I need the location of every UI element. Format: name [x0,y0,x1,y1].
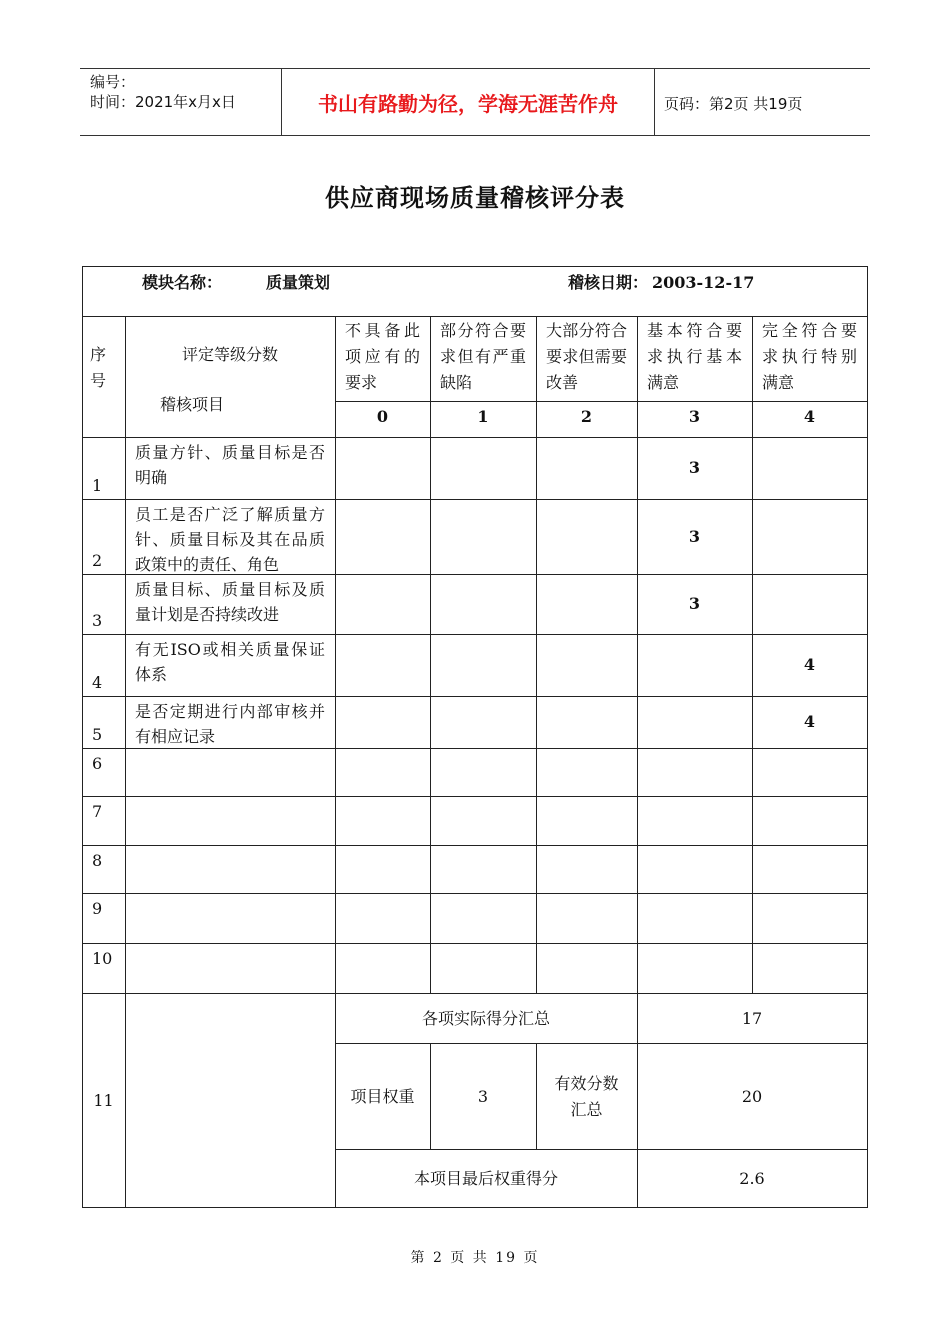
table-rule [335,893,336,943]
table-rule [752,574,753,634]
header-divider [654,68,655,136]
table-rule [430,696,431,748]
header-bottom-rule [80,135,870,136]
table-rule [752,437,753,499]
level-0-desc: 不具备此项应有的要求 [345,321,420,392]
module-name-value: 质量策划 [266,273,331,292]
table-rule [536,1043,537,1149]
effective-score-label: 有效分数汇总 [554,1074,619,1119]
audit-item-text: 有无ISO或相关质量保证体系 [135,640,325,684]
table-rule [752,845,753,893]
table-rule [752,499,753,574]
level-3-desc: 基本符合要求执行基本满意 [647,321,742,392]
table-rule [430,634,431,696]
table-rule [335,748,336,796]
table-rule [82,696,868,697]
final-weighted-score-value: 2.6 [739,1169,765,1188]
grade-header: 评定等级分数 [181,345,278,364]
table-rule [125,845,126,893]
table-rule [637,893,638,943]
table-rule [82,499,868,500]
table-rule [335,634,336,696]
total-score-value: 17 [741,1009,763,1028]
table-left-border [82,266,83,1207]
audit-date-label: 稽核日期： [568,273,649,292]
page-title: 供应商现场质量稽核评分表 [325,183,625,212]
level-2-desc: 大部分符合要求但需要改善 [546,321,627,392]
table-bottom-border [82,1207,868,1208]
table-rule [125,796,126,845]
level-1-score: 1 [477,407,489,426]
table-rule [752,943,753,993]
doc-time: 时间：2021年x月x日 [90,93,236,111]
row-score: 3 [688,526,701,546]
table-rule [335,499,336,574]
table-rule [637,748,638,796]
table-rule [82,634,868,635]
row-number: 4 [92,673,103,692]
row-number: 6 [92,754,103,773]
table-rule [536,634,537,696]
table-rule [536,893,537,943]
table-rule [430,943,431,993]
table-rule [125,316,126,437]
table-rule [82,893,868,894]
row-number: 8 [92,851,103,870]
table-rule [536,845,537,893]
audit-item-header: 稽核项目 [160,395,225,414]
table-rule [536,748,537,796]
table-rule [752,796,753,845]
row-number: 7 [92,802,103,821]
table-rule [125,634,126,696]
weight-value: 3 [477,1087,489,1106]
audit-item-text: 员工是否广泛了解质量方针、质量目标及其在品质政策中的责任、角色 [135,505,325,574]
table-rule [125,696,126,748]
table-rule [125,893,126,943]
header-top-rule [80,68,870,69]
summary-row-number: 11 [93,1091,114,1110]
audit-item-text: 质量方针、质量目标是否明确 [135,443,325,487]
table-right-border [867,266,868,1207]
table-rule [430,748,431,796]
level-2-score: 2 [580,407,593,426]
row-score: 3 [688,594,701,613]
module-name-label: 模块名称： [142,273,223,292]
table-rule [125,574,126,634]
table-rule [536,696,537,748]
table-rule [430,796,431,845]
table-rule [82,943,868,944]
table-rule [430,437,431,499]
row-number: 3 [92,611,103,630]
row-number: 9 [92,899,103,918]
table-rule [335,1043,868,1044]
row-number: 10 [92,949,113,968]
level-4-score: 4 [803,407,816,426]
page-footer: 第 2 页 共 19 页 [410,1250,540,1266]
table-rule [335,574,336,634]
audit-item-text: 是否定期进行内部审核并有相应记录 [135,702,325,746]
header-meta [90,72,236,112]
table-rule [335,943,336,993]
row-score: 4 [803,655,816,674]
table-rule [335,796,336,845]
level-3-score: 3 [688,407,701,426]
row-number: 2 [92,551,103,570]
table-rule [637,696,638,748]
table-rule [82,796,868,797]
table-rule [637,845,638,893]
table-rule [430,574,431,634]
level-4-desc: 完全符合要求执行特别满意 [762,321,857,392]
table-rule [335,1149,868,1150]
table-rule [335,845,336,893]
table-rule [430,845,431,893]
table-rule [82,437,868,438]
level-0-score: 0 [376,407,389,426]
table-rule [82,993,868,994]
table-rule [752,748,753,796]
table-rule [125,499,126,574]
table-rule [125,748,126,796]
table-rule [536,499,537,574]
header-motto: 书山有路勤为径，学海无涯苦作舟 [318,92,618,116]
total-score-label: 各项实际得分汇总 [421,1009,550,1028]
seq-header: 序号 [90,345,107,390]
audit-date-value: 2003-12-17 [652,273,755,292]
table-rule [125,943,126,993]
row-number: 5 [92,725,103,744]
table-rule [637,634,638,696]
table-rule [430,499,431,574]
table-rule [335,437,336,499]
table-rule [536,943,537,993]
table-rule [536,796,537,845]
table-rule [125,993,126,1207]
table-top-border [82,266,868,267]
row-score: 3 [688,458,701,477]
table-rule [536,437,537,499]
table-rule [637,796,638,845]
table-rule [637,943,638,993]
table-rule [335,401,868,402]
weight-label: 项目权重 [350,1087,415,1106]
table-rule [82,845,868,846]
final-weighted-score-label: 本项目最后权重得分 [413,1169,558,1188]
table-rule [82,316,868,317]
table-rule [125,437,126,499]
row-score: 4 [803,712,816,731]
table-rule [430,893,431,943]
level-1-desc: 部分符合要求但有严重缺陷 [440,321,526,392]
table-rule [752,893,753,943]
row-number: 1 [92,476,103,495]
table-rule [335,696,336,748]
table-rule [536,574,537,634]
header-page-code: 页码：第2页 共19页 [664,95,803,113]
doc-number-label: 编号： [90,73,136,91]
effective-score-value: 20 [741,1087,763,1106]
audit-item-text: 质量目标、质量目标及质量计划是否持续改进 [135,580,325,624]
